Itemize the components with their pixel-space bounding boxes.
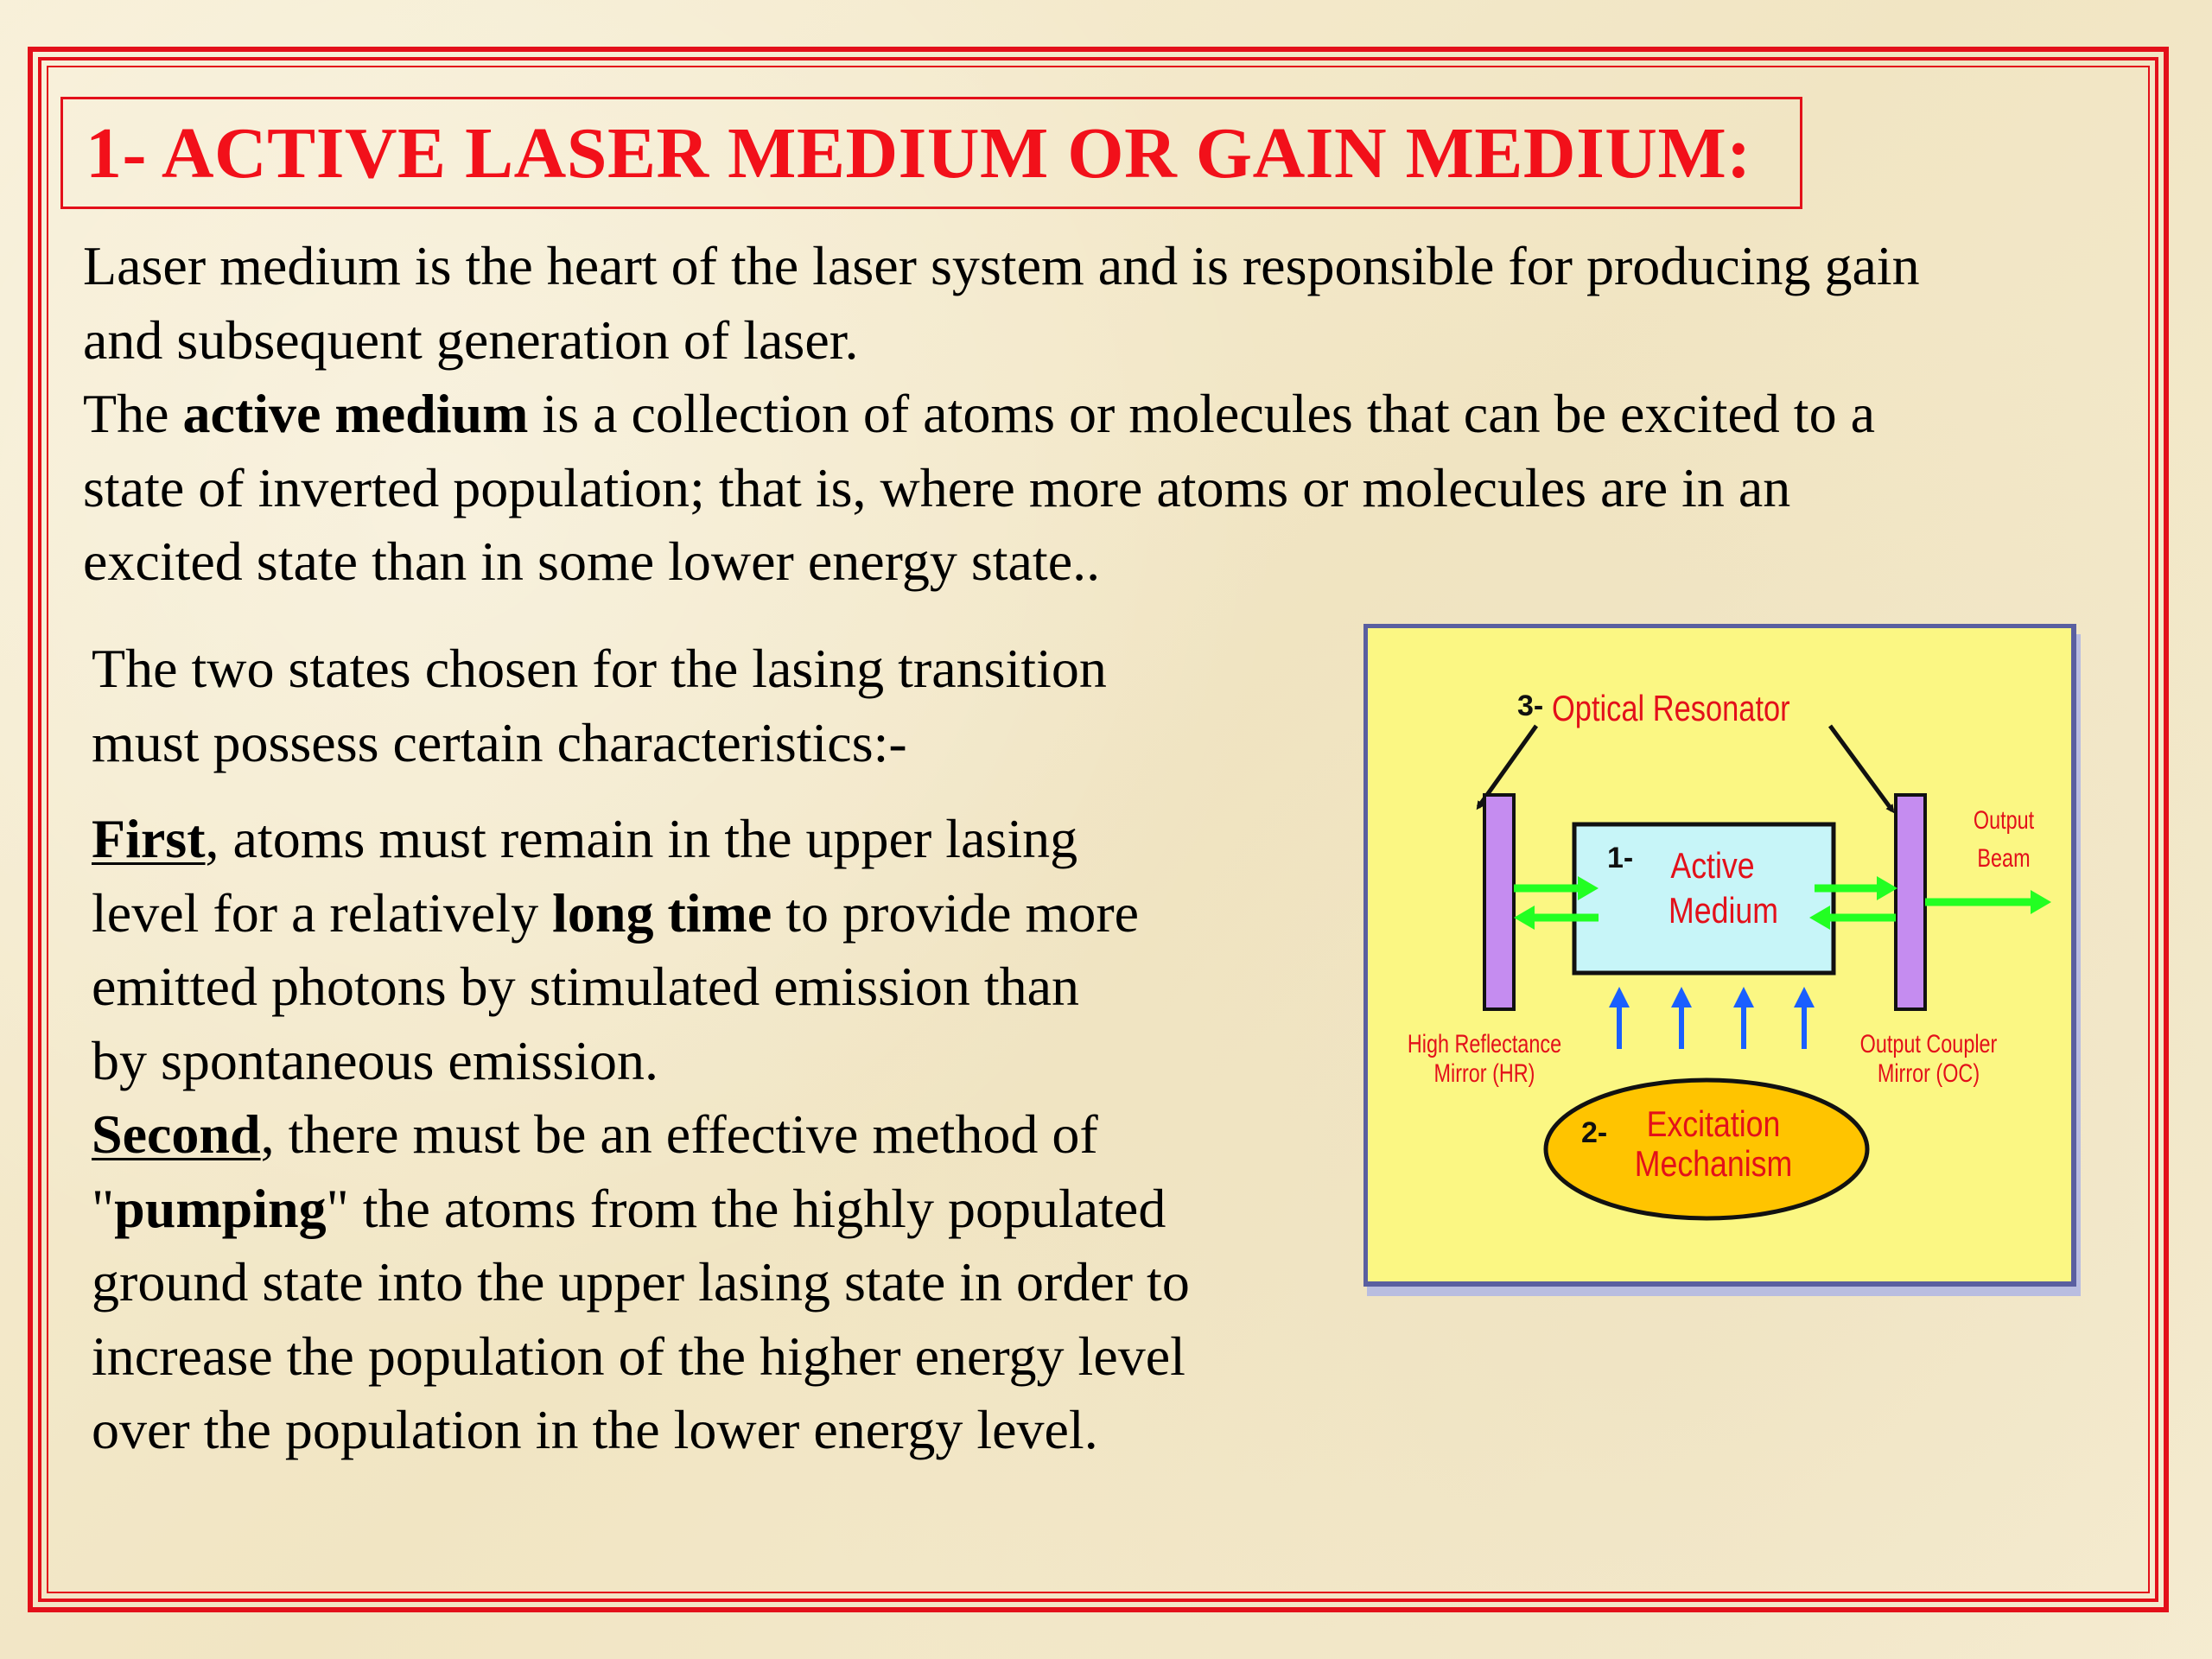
excitation-label-line: Excitation [1646, 1103, 1781, 1144]
states-line: must possess certain characteristics:- [92, 711, 907, 773]
oc-label-line: Mirror (OC) [1877, 1059, 1980, 1088]
medium-label-line: Medium [1669, 890, 1778, 931]
detail-line [92, 802, 1190, 876]
second-label: Second [92, 1103, 261, 1165]
details-paragraph [92, 802, 1190, 1467]
intro-paragraph [83, 229, 1920, 599]
medium-label-line: Active [1670, 845, 1755, 886]
detail-text: , atoms must remain in the upper lasing [205, 808, 1078, 869]
long-time-term: long time [552, 881, 772, 944]
medium-number: 1- [1607, 842, 1634, 874]
resonator-number: 3- [1517, 690, 1544, 722]
laser-diagram [1363, 624, 2081, 1296]
states-line: The two states chosen for the lasing transition [92, 638, 1107, 699]
output-beam-line: Beam [1977, 844, 2031, 873]
intro-line: excited state than in some lower energy state.. [83, 531, 1101, 592]
output-beam-line: Output [1973, 806, 2035, 835]
output-beam-label [1967, 802, 2041, 878]
detail-line: by spontaneous emission. [92, 1029, 658, 1091]
oc-label-line: Output Coupler [1859, 1030, 1998, 1058]
pumping-term: pumping [114, 1177, 327, 1239]
hr-label-line: High Reflectance [1407, 1030, 1562, 1058]
detail-text: to provide more [772, 881, 1140, 944]
slide-title: 1- ACTIVE LASER MEDIUM OR GAIN MEDIUM: [86, 112, 1751, 194]
hr-label-line: Mirror (HR) [1433, 1059, 1535, 1088]
resonator-label: Optical Resonator [1552, 688, 1790, 728]
detail-text: level for a relatively [92, 881, 553, 944]
detail-text: " the atoms from the highly populated [326, 1177, 1166, 1239]
medium-label [1669, 843, 1778, 933]
detail-line [92, 1097, 1190, 1172]
hr-mirror-label [1403, 1030, 1565, 1089]
active-medium-term: active medium [182, 383, 529, 444]
excitation-label-line: Mechanism [1634, 1143, 1793, 1184]
oc-mirror-label [1847, 1030, 2009, 1089]
detail-text: , there must be an effective method of [260, 1103, 1098, 1165]
intro-text: The [83, 383, 183, 444]
detail-line [92, 1172, 1190, 1246]
detail-line: over the population in the lower energy level. [92, 1399, 1098, 1460]
title-box [60, 97, 1802, 209]
intro-line: and subsequent generation of laser. [83, 308, 859, 371]
intro-line: Laser medium is the heart of the laser system and is responsible for producing gain [83, 235, 1920, 296]
excitation-label [1629, 1104, 1798, 1184]
oc-mirror [1896, 795, 1925, 1009]
detail-text: " [92, 1177, 115, 1239]
detail-line [92, 876, 1190, 950]
hr-mirror [1484, 795, 1514, 1009]
intro-line: state of inverted population; that is, where more atoms or molecules are in an [83, 456, 1791, 518]
detail-line: emitted photons by stimulated emission than [92, 956, 1079, 1017]
intro-line [83, 377, 1920, 451]
states-paragraph [92, 632, 1107, 779]
detail-line: ground state into the upper lasing state in order to [92, 1251, 1190, 1313]
excitation-number: 2- [1581, 1116, 1608, 1149]
intro-text: is a collection of atoms or molecules that can be excited to a [528, 383, 1875, 444]
first-label: First [92, 808, 206, 869]
detail-line: increase the population of the higher energy level [92, 1325, 1185, 1387]
